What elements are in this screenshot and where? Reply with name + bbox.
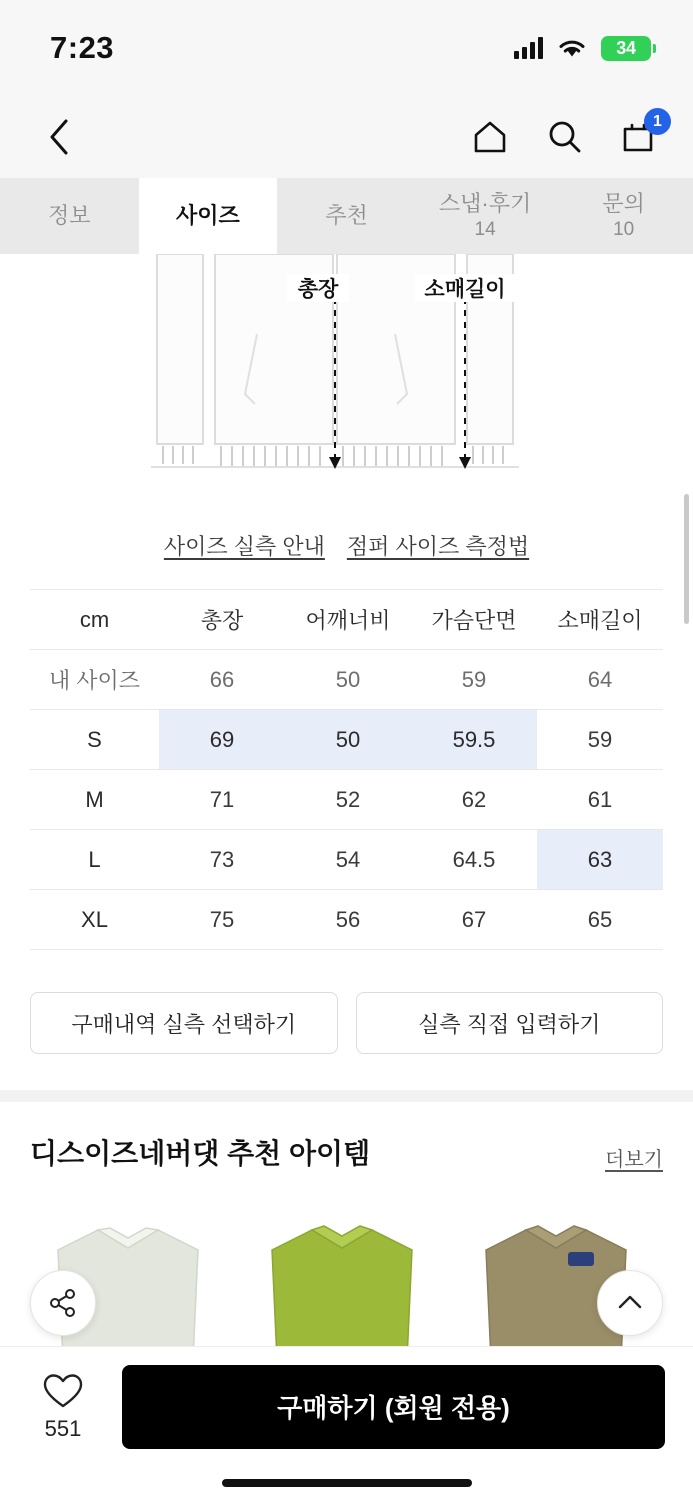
share-button[interactable]: [30, 1270, 96, 1336]
tab-size[interactable]: [139, 178, 278, 254]
cell-sleeve: 64: [537, 650, 663, 710]
cell-shoulder: 50: [285, 710, 411, 770]
cell-chest: 62: [411, 770, 537, 830]
like-count: 551: [44, 1415, 82, 1441]
enter-measurement-button[interactable]: 실측 직접 입력하기: [356, 992, 664, 1054]
tab-inquiry[interactable]: [554, 178, 693, 254]
like-button[interactable]: [28, 1372, 98, 1442]
navigation-bar: [0, 96, 693, 178]
wifi-icon: [557, 37, 587, 59]
chevron-left-icon: [46, 117, 72, 157]
table-row[interactable]: [30, 770, 663, 830]
recommend-list: [0, 1190, 693, 1346]
bottom-action-bar: [0, 1346, 693, 1466]
jacket-illustration: [137, 254, 557, 504]
tab-bar: [0, 178, 693, 254]
link-measure-method[interactable]: 점퍼 사이즈 측정법: [346, 534, 530, 559]
tab-info[interactable]: [0, 178, 139, 254]
cell-shoulder: 50: [285, 650, 411, 710]
tab-label: 사이즈: [176, 203, 240, 229]
table-header-row: [30, 590, 663, 650]
recommend-more-link[interactable]: 더보기: [605, 1149, 663, 1171]
cart-badge: 1: [644, 108, 671, 135]
cell-length: 69: [159, 710, 285, 770]
battery-level: 34: [616, 37, 636, 58]
tab-label: 스냅·후기: [438, 191, 532, 217]
chevron-up-icon: [615, 1288, 645, 1318]
cell-shoulder: 52: [285, 770, 411, 830]
table-row[interactable]: [30, 830, 663, 890]
buy-button[interactable]: 구매하기 (회원 전용): [122, 1365, 665, 1449]
home-indicator: [0, 1466, 693, 1500]
cell-sleeve: 65: [537, 890, 663, 950]
cell-length: 75: [159, 890, 285, 950]
table-header-cell: 어깨너비: [285, 590, 411, 650]
tab-label: 추천: [325, 203, 368, 229]
size-table: [30, 589, 663, 950]
table-header-cell: 가슴단면: [411, 590, 537, 650]
tab-count: 14: [474, 218, 496, 240]
row-label: XL: [30, 890, 159, 950]
measurement-actions: [0, 950, 693, 1090]
status-icons: [514, 36, 651, 61]
cell-length: 71: [159, 770, 285, 830]
tab-count: 10: [613, 218, 635, 240]
battery-icon: [601, 36, 651, 61]
tab-snap-review[interactable]: [416, 178, 555, 254]
cell-length: 66: [159, 650, 285, 710]
table-header-cell: 총장: [159, 590, 285, 650]
diagram-label-length: 총장: [297, 278, 338, 301]
diagram-label-sleeve: 소매길이: [423, 278, 506, 301]
row-label: S: [30, 710, 159, 770]
cell-chest: 67: [411, 890, 537, 950]
cell-chest: 59: [411, 650, 537, 710]
recommend-title: 디스이즈네버댓 추천 아이템: [30, 1138, 371, 1169]
status-time: 7:23: [50, 30, 115, 65]
link-size-guide[interactable]: 사이즈 실측 안내: [163, 534, 325, 559]
row-label: L: [30, 830, 159, 890]
home-button[interactable]: [467, 114, 513, 160]
table-row[interactable]: [30, 890, 663, 950]
heart-icon: [42, 1372, 84, 1410]
search-icon: [544, 117, 584, 157]
scrollbar[interactable]: [684, 494, 689, 624]
tab-recommend[interactable]: [277, 178, 416, 254]
product-card-2[interactable]: [242, 1190, 442, 1346]
section-divider: [0, 1090, 693, 1102]
cell-sleeve: 59: [537, 710, 663, 770]
recommend-header: [0, 1102, 693, 1190]
cell-chest: 59.5: [411, 710, 537, 770]
select-from-purchases-button[interactable]: 구매내역 실측 선택하기: [30, 992, 338, 1054]
cell-shoulder: 54: [285, 830, 411, 890]
cart-button[interactable]: [615, 114, 661, 160]
cell-shoulder: 56: [285, 890, 411, 950]
product-image-2: [242, 1190, 442, 1346]
content-area: [0, 254, 693, 1346]
table-header-cell: 소매길이: [537, 590, 663, 650]
table-row[interactable]: [30, 710, 663, 770]
tab-label: 정보: [48, 203, 91, 229]
row-label: M: [30, 770, 159, 830]
search-button[interactable]: [541, 114, 587, 160]
cell-length: 73: [159, 830, 285, 890]
cell-sleeve: 61: [537, 770, 663, 830]
guide-links: [0, 504, 693, 589]
size-diagram: [0, 254, 693, 504]
scroll-to-top-button[interactable]: [597, 1270, 663, 1336]
cellular-signal-icon: [514, 37, 543, 59]
home-icon: [470, 117, 510, 157]
row-label: 내 사이즈: [30, 650, 159, 710]
table-header-cell: cm: [30, 590, 159, 650]
status-bar: [0, 0, 693, 96]
share-icon: [48, 1288, 78, 1318]
table-row[interactable]: [30, 650, 663, 710]
cell-sleeve: 63: [537, 830, 663, 890]
back-button[interactable]: [36, 114, 82, 160]
cell-chest: 64.5: [411, 830, 537, 890]
tab-label: 문의: [602, 191, 645, 217]
